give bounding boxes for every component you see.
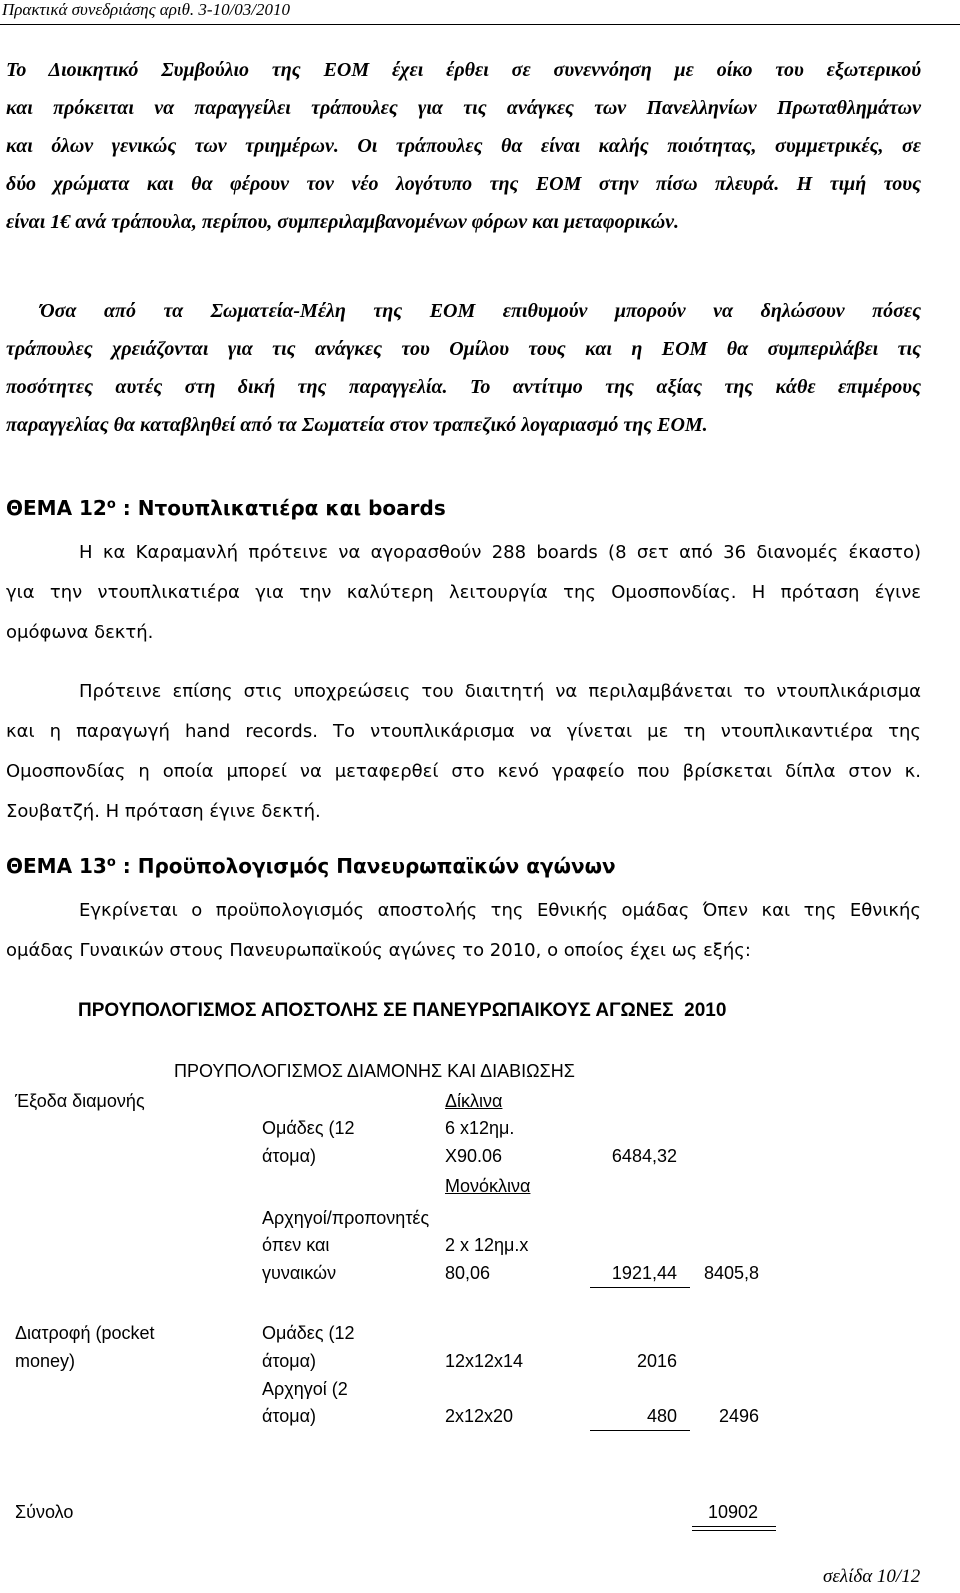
teams-label: άτομα) <box>262 1146 317 1166</box>
teams-label: Ομάδες (12 <box>262 1118 355 1138</box>
paragraph-line: και η παραγωγή hand records. Το ντουπλικάρισμα να γίνεται με τη ντουπλικαντιέρα της <box>6 721 921 742</box>
single-calc: 2 x 12ημ.x <box>445 1235 529 1255</box>
single-amount: 1921,44 <box>611 1263 677 1283</box>
leaders-label: Αρχηγοί/προπονητές <box>262 1208 430 1228</box>
food-teams-amount: 2016 <box>636 1351 677 1371</box>
paragraph-line: Το Διοικητικό Συμβούλιο της ΕΟΜ έχει έρθει σε συνεννόηση με οίκο του εξωτερικού <box>6 59 921 81</box>
food-leaders-label: άτομα) <box>262 1406 317 1426</box>
paragraph-line: για την ντουπλικατιέρα για την καλύτερη λειτουργία της Ομοσπονδίας. Η πρόταση έγινε <box>6 582 921 603</box>
food-teams-label: άτομα) <box>262 1351 317 1371</box>
running-header: Πρακτικά συνεδριάσης αριθ. 3-10/03/2010 <box>2 0 291 19</box>
lodging-label: Έξοδα διαμονής <box>15 1091 145 1111</box>
paragraph-line: Σουβατζή. Η πρόταση έγινε δεκτή. <box>6 801 321 822</box>
sum-value: 10902 <box>708 1502 759 1522</box>
food-label: Διατροφή (pocket <box>15 1323 155 1343</box>
sum-label: Σύνολο <box>15 1502 74 1522</box>
paragraph-line: και όλων γενικώς των τριημέρων. Οι τράπουλες θα είναι καλής ποιότητας, συμμετρικές, σε <box>6 135 921 157</box>
subtotal-rule <box>590 1287 690 1288</box>
double-amount: 6484,32 <box>611 1146 677 1166</box>
food-total: 2496 <box>719 1406 760 1426</box>
double-calc: X90.06 <box>445 1146 503 1166</box>
paragraph-line: είναι 1€ ανά τράπουλα, περίπου, συμπεριλαμβανομένων φόρων και μεταφορικών. <box>6 211 680 233</box>
paragraph-line: Εγκρίνεται ο προϋπολογισμός αποστολής της Εθνικής ομάδας Όπεν και της Εθνικής <box>79 900 921 921</box>
food-teams-calc: 12x12x14 <box>445 1351 524 1371</box>
double-calc: 6 x12ημ. <box>445 1118 515 1138</box>
total-rule <box>692 1530 776 1531</box>
food-leaders-amount: 480 <box>646 1406 677 1426</box>
lodging-total: 8405,8 <box>704 1263 760 1283</box>
total-rule <box>692 1526 776 1527</box>
paragraph-line: ομάδας Γυναικών στους Πανευρωπαϊκούς αγώνες το 2010, ο οποίος έχει ως εξής: <box>6 940 751 961</box>
paragraph-line: Η κα Καραμανλή πρότεινε να αγορασθούν 288 boards (8 σετ από 36 διανομές έκαστο) <box>79 542 921 563</box>
food-leaders-label: Αρχηγοί (2 <box>262 1379 348 1399</box>
food-leaders-calc: 2x12x20 <box>445 1406 514 1426</box>
leaders-label: γυναικών <box>262 1263 337 1283</box>
paragraph-line: Πρότεινε επίσης στις υποχρεώσεις του διαιτητή να περιλαμβάνεται το ντουπλικάρισμα <box>79 681 921 702</box>
page-number: σελίδα 10/12 <box>823 1566 921 1587</box>
paragraph-line: δύο χρώματα και θα φέρουν τον νέο λογότυπο της ΕΟΜ στην πίσω πλευρά. Η τιμή τους <box>6 173 921 195</box>
double-rooms-label: Δίκλινα <box>445 1091 503 1111</box>
paragraph-line: ομόφωνα δεκτή. <box>6 622 154 643</box>
paragraph-line: τράπουλες χρειάζονται για τις ανάγκες του Ομίλου τους και η ΕΟΜ θα συμπεριλάβει τις <box>6 338 921 360</box>
budget-title: ΠΡΟΥΠΟΛΟΓΙΣΜΟΣ ΑΠΟΣΤΟΛΗΣ ΣΕ ΠΑΝΕΥΡΩΠΑΙΚΟΥΣ ΑΓΩΝΕΣ 2010 <box>78 1000 727 1021</box>
paragraph-line: και πρόκειται να παραγγείλει τράπουλες για τις ανάγκες των Πανελληνίων Πρωταθλημάτων <box>6 97 921 119</box>
header-rule <box>0 24 960 25</box>
single-rooms-label: Μονόκλινα <box>445 1176 531 1196</box>
topic-13-heading: ΘΕΜΑ $13^o$ : Προϋπολογισμός Πανευρωπαϊκών αγώνων <box>6 854 616 878</box>
paragraph-line: παραγγελίας θα καταβληθεί από τα Σωματεία στον τραπεζικό λογαριασμό της ΕΟΜ. <box>6 414 708 436</box>
single-calc: 80,06 <box>445 1263 491 1283</box>
paragraph-line: ποσότητες αυτές στη δική της παραγγελία. Το αντίτιμο της αξίας της κάθε επιμέρους <box>6 376 921 398</box>
leaders-label: όπεν και <box>262 1235 330 1255</box>
topic-12-heading: ΘΕΜΑ $12^o$ : Ντουπλικατιέρα και boards <box>6 496 446 520</box>
paragraph-line: Ομοσπονδίας η οποία μπορεί να μεταφερθεί στο κενό γραφείο που βρίσκεται δίπλα στον κ. <box>6 761 921 782</box>
budget-subtitle: ΠΡΟΥΠΟΛΟΓΙΣΜΟΣ ΔΙΑΜΟΝΗΣ ΚΑΙ ΔΙΑΒΙΩΣΗΣ <box>174 1061 575 1081</box>
food-teams-label: Ομάδες (12 <box>262 1323 355 1343</box>
paragraph-line: Όσα από τα Σωματεία-Μέλη της ΕΟΜ επιθυμούν μπορούν να δηλώσουν πόσες <box>40 300 921 322</box>
subtotal-rule <box>590 1430 690 1431</box>
food-label: money) <box>15 1351 76 1371</box>
